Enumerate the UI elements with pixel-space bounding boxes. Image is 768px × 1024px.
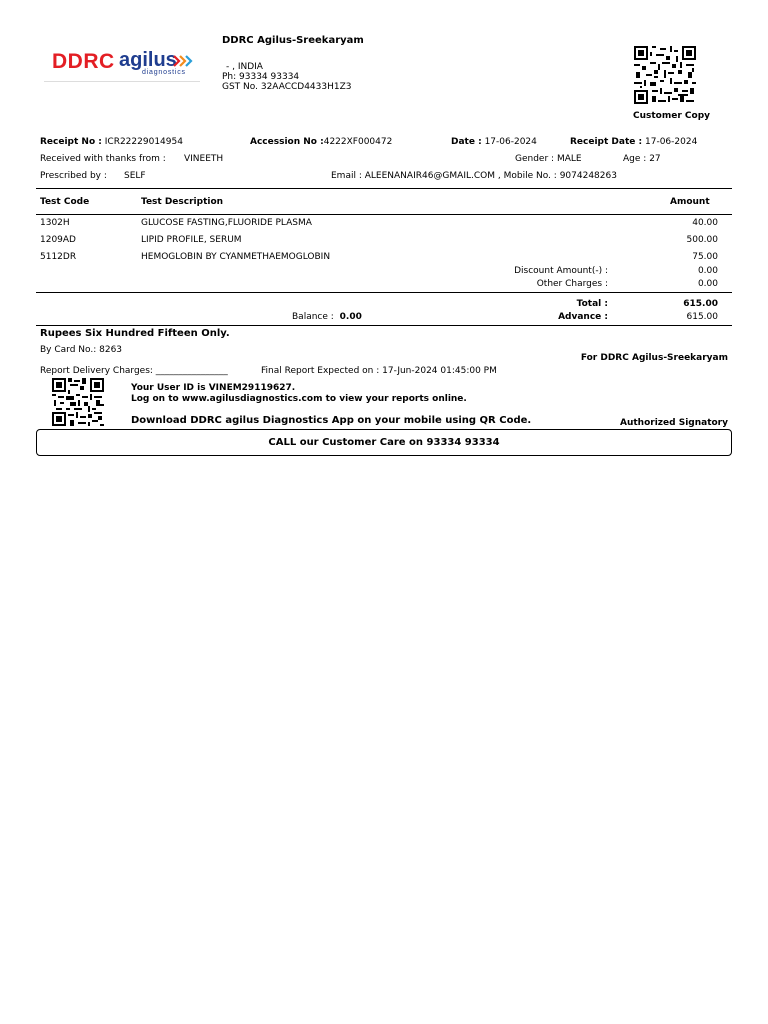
total-value: 615.00 <box>683 299 718 309</box>
lab-phone: Ph: 93334 93334 <box>222 72 300 82</box>
logon-text: Log on to www.agilusdiagnostics.com to view your reports online. <box>131 394 467 404</box>
row-desc: GLUCOSE FASTING,FLUORIDE PLASMA <box>141 218 312 228</box>
age-row <box>623 154 661 164</box>
lab-gst: GST No. 32AACCD4433H1Z3 <box>222 82 352 92</box>
gender-value: MALE <box>556 154 582 164</box>
footer-rule <box>36 325 732 326</box>
table-header-rule <box>36 214 732 215</box>
for-lab: For DDRC Agilus-Sreekaryam <box>580 353 728 363</box>
prescribed-by: SELF <box>124 171 146 181</box>
row-amount: 75.00 <box>692 252 718 262</box>
logo-underline <box>44 81 200 82</box>
accession-label: Accession No : <box>250 137 324 147</box>
delivery-charges: Report Delivery Charges: ________________ <box>40 366 228 376</box>
gender-label: Gender : <box>515 154 555 164</box>
balance-label: Balance : <box>292 312 334 322</box>
age-value: 27 <box>649 154 661 164</box>
customer-care-box <box>36 429 732 456</box>
mobile-value: 9074248263 <box>559 171 617 181</box>
receipt-no-value: ICR22229014954 <box>104 137 183 147</box>
accession-row <box>250 137 392 147</box>
header-qr-code-icon <box>634 46 696 104</box>
customer-care-text: CALL our Customer Care on 93334 93334 <box>268 437 500 448</box>
lab-address: - , INDIA <box>226 62 263 72</box>
col-header-code: Test Code <box>40 197 90 207</box>
logo-name: agilus <box>119 49 177 71</box>
email-label: Email : <box>331 171 362 181</box>
date-label: Date : <box>451 137 482 147</box>
receipt-no-label: Receipt No : <box>40 137 102 147</box>
receipt-date-row <box>570 137 697 147</box>
table-top-rule <box>36 188 732 189</box>
accession-value: 4222XF000472 <box>323 137 393 147</box>
row-desc: HEMOGLOBIN BY CYANMETHAEMOGLOBIN <box>141 252 331 262</box>
lab-name: DDRC Agilus-Sreekaryam <box>222 35 364 46</box>
balance-value: 0.00 <box>339 312 362 322</box>
authorized-signatory: Authorized Signatory <box>620 418 728 428</box>
row-code: 5112DR <box>40 252 77 262</box>
col-header-desc: Test Description <box>141 197 224 207</box>
logo-tag: diagnostics <box>142 69 186 76</box>
card-info: By Card No.: 8263 <box>40 345 123 355</box>
download-app-text: Download DDRC agilus Diagnostics App on your mobile using QR Code. <box>131 415 532 426</box>
prescribed-label: Prescribed by : <box>40 171 107 181</box>
received-from: VINEETH <box>184 154 224 164</box>
advance-label: Advance : <box>558 312 608 322</box>
email-value: ALEENANAIR46@GMAIL.COM <box>364 171 495 181</box>
logo-brand: DDRC <box>52 50 115 73</box>
age-label: Age : <box>623 154 647 164</box>
date-value: 17-06-2024 <box>484 137 537 147</box>
row-code: 1302H <box>40 218 70 228</box>
row-desc: LIPID PROFILE, SERUM <box>141 235 242 245</box>
other-charges-value: 0.00 <box>697 279 718 289</box>
row-amount: 40.00 <box>692 218 718 228</box>
date-row <box>451 137 537 147</box>
amount-in-words: Rupees Six Hundred Fifteen Only. <box>40 328 230 339</box>
balance-row <box>292 312 362 322</box>
mobile-label: , Mobile No. : <box>497 171 557 181</box>
copy-label: Customer Copy <box>633 111 711 121</box>
other-charges-label: Other Charges : <box>536 279 608 289</box>
receipt-date-label: Receipt Date : <box>570 137 643 147</box>
receipt-date-value: 17-06-2024 <box>645 137 698 147</box>
total-label: Total : <box>576 299 608 309</box>
row-amount: 500.00 <box>686 235 718 245</box>
app-qr-code-icon <box>52 378 104 426</box>
advance-value: 615.00 <box>686 312 718 322</box>
discount-value: 0.00 <box>697 266 718 276</box>
gender-row <box>515 154 582 164</box>
receipt-no-row <box>40 137 183 147</box>
row-code: 1209AD <box>40 235 76 245</box>
col-header-amount: Amount <box>670 197 710 207</box>
user-id-text: Your User ID is VINEM29119627. <box>131 383 296 393</box>
totals-rule <box>36 292 732 293</box>
received-label: Received with thanks from : <box>40 154 166 164</box>
contact-row <box>331 171 617 181</box>
final-report-expected: Final Report Expected on : 17-Jun-2024 01:45:00 PM <box>261 366 497 376</box>
ddrc-logo <box>44 46 200 82</box>
discount-label: Discount Amount(-) : <box>514 266 608 276</box>
